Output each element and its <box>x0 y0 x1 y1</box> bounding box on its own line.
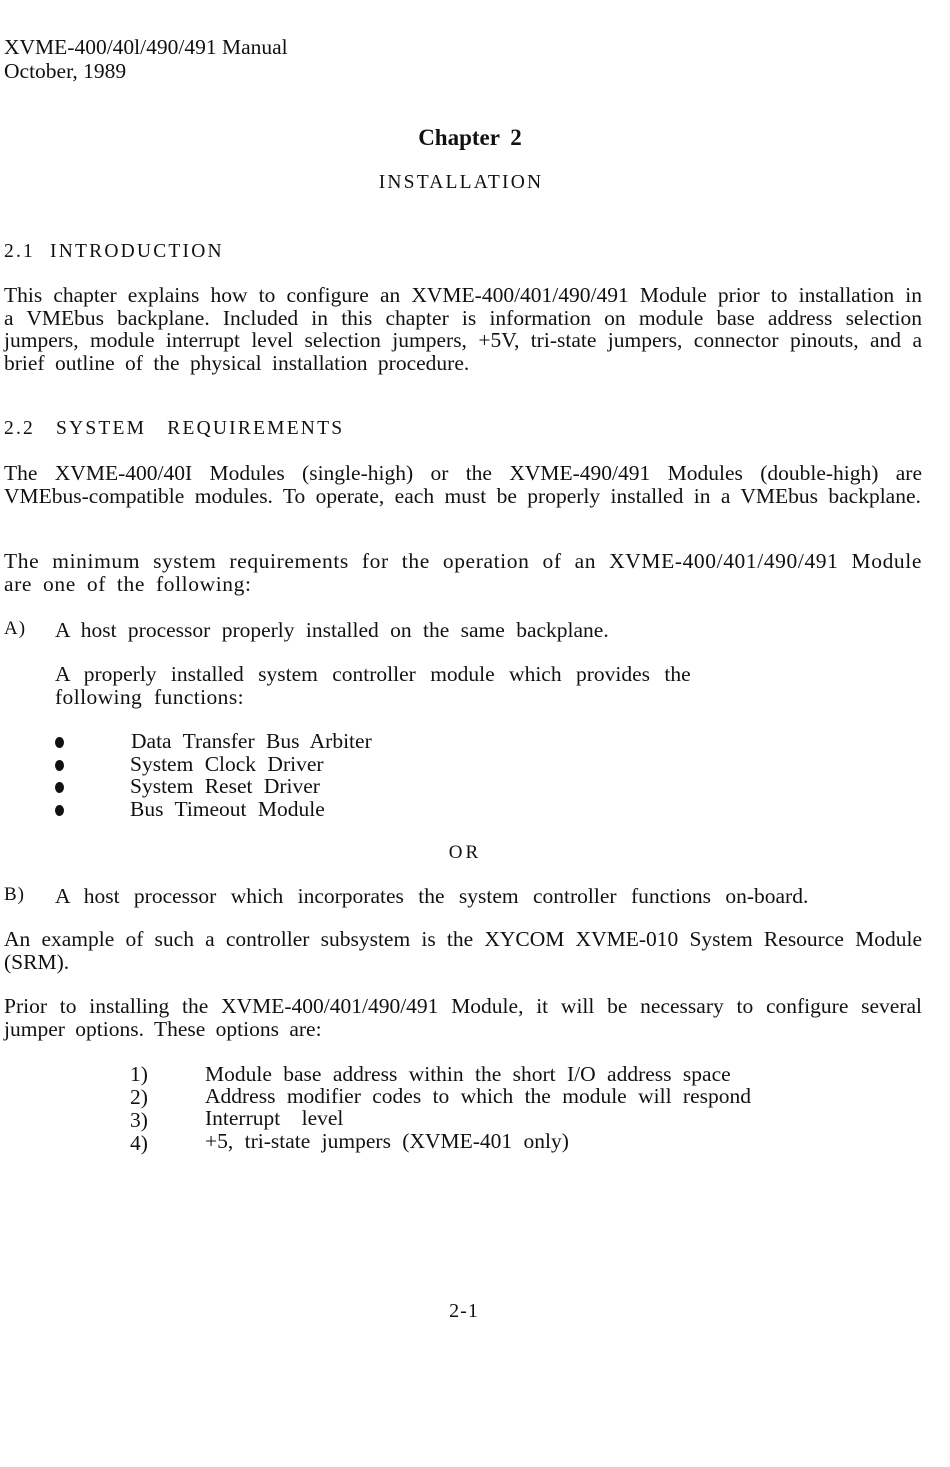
option-a-subtext-line2: following functions: <box>55 685 244 709</box>
option-a-marker: A) <box>4 618 27 639</box>
list-number: 2) <box>130 1085 148 1109</box>
manual-title: XVME-400/40l/490/491 Manual <box>4 35 288 59</box>
option-b-text: A host processor which incorporates the system controller functions on-board. <box>55 884 809 908</box>
manual-date: October, 1989 <box>4 59 127 83</box>
section-heading-system-requirements: 2.2 SYSTEM REQUIREMENTS <box>4 418 345 439</box>
bullet-item: Data Transfer Bus Arbiter <box>131 729 372 753</box>
option-a-text: A host processor properly installed on the same backplane. <box>55 618 609 642</box>
list-item: Interrupt level <box>205 1106 344 1130</box>
bullet-icon <box>55 737 64 748</box>
chapter-title: Chapter 2 <box>418 125 522 150</box>
or-separator: OR <box>448 842 482 863</box>
bullet-icon <box>55 805 64 816</box>
chapter-subtitle: INSTALLATION <box>378 172 544 193</box>
option-b-marker: B) <box>4 884 25 905</box>
bullet-item: Bus Timeout Module <box>130 797 325 821</box>
bullet-icon <box>55 760 64 771</box>
prior-paragraph: Prior to installing the XVME-400/401/490/491 Module, it will be necessary to configure several jumper options. These options are: <box>4 994 922 1041</box>
list-number: 1) <box>130 1062 148 1086</box>
introduction-paragraph: This chapter explains how to configure an XVME-400/401/490/491 Module prior to installation in a VMEbus backplane. Included in this chapter is information on module base address selection jumpers, module interrupt level selection jumpers, +5V, tri-state jumpers, connector pinouts, and a brief outline of the physical installation procedure. <box>4 283 922 375</box>
system-requirements-paragraph: The XVME-400/40I Modules (single-high) or the XVME-490/491 Modules (double-high) are VMEbus-compatible modules. To operate, each must be properly installed in a VMEbus backplane. <box>4 461 922 508</box>
example-paragraph: An example of such a controller subsystem is the XYCOM XVME-010 System Resource Module (SRM). <box>4 927 922 974</box>
option-a-subtext-line1: A properly installed system controller module which provides the <box>55 662 691 686</box>
list-item: +5, tri-state jumpers (XVME-401 only) <box>205 1129 569 1153</box>
list-number: 3) <box>130 1108 148 1132</box>
minimum-requirements-paragraph: The minimum system requirements for the operation of an XVME-400/401/490/491 Module are one of the following: <box>4 549 922 596</box>
bullet-item: System Reset Driver <box>130 774 320 798</box>
list-item: Address modifier codes to which the module will respond <box>205 1084 751 1108</box>
bullet-icon <box>55 782 64 793</box>
page-number: 2-1 <box>449 1300 479 1322</box>
list-number: 4) <box>130 1131 148 1155</box>
bullet-item: System Clock Driver <box>130 752 324 776</box>
list-item: Module base address within the short I/O address space <box>205 1062 731 1086</box>
section-heading-introduction: 2.1 INTRODUCTION <box>4 241 224 262</box>
